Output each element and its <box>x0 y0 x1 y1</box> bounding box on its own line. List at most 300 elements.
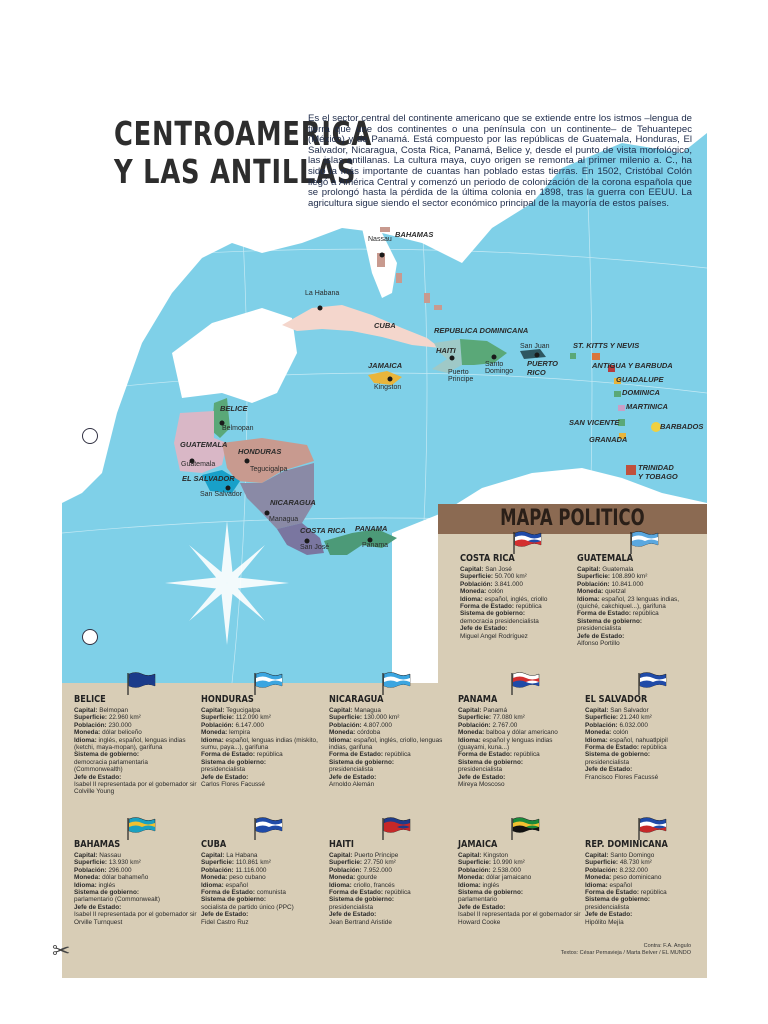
fact-forma <box>201 889 325 896</box>
fact-value: 21.240 km² <box>619 714 652 722</box>
fact-value: presidencialista <box>585 903 630 911</box>
fact-value: Guatemala <box>602 566 634 573</box>
fact-label: Moneda: <box>201 874 228 882</box>
flag-icon <box>126 816 156 840</box>
fact-poblacion <box>585 867 707 874</box>
fact-label: Población: <box>585 866 618 874</box>
fact-value: 27.750 km² <box>363 859 396 867</box>
flag-icon <box>510 816 540 840</box>
fact-label: Idioma: <box>201 736 224 744</box>
label-jamaica: JAMAICA <box>368 361 403 370</box>
fact-jefe <box>585 911 707 926</box>
fact-idioma <box>460 596 584 603</box>
fact-capital <box>74 852 198 859</box>
fact-sistema <box>458 759 582 774</box>
fact-forma <box>585 744 707 751</box>
label-martinica: MARTINICA <box>626 402 668 411</box>
country-facts <box>201 707 325 788</box>
fact-idioma <box>201 882 325 889</box>
fact-label: Idioma: <box>458 881 481 889</box>
fact-value: Belmopan <box>99 707 128 714</box>
fact-moneda <box>74 874 198 881</box>
country-facts <box>585 852 707 926</box>
fact-superficie <box>577 573 701 580</box>
fact-label: Idioma: <box>458 736 481 744</box>
land-puerto-rico <box>520 349 546 359</box>
fact-value: español y lenguas indias (guayami, kuna...) <box>458 736 553 752</box>
compass-rose <box>165 521 289 645</box>
fact-value: gourde <box>357 874 377 882</box>
fact-value: 110.861 km² <box>235 859 271 867</box>
fact-poblacion <box>585 722 707 729</box>
fact-jefe <box>458 774 582 789</box>
fact-jefe <box>74 774 198 796</box>
fact-label: Idioma: <box>585 881 608 889</box>
fact-label: Población: <box>458 721 491 729</box>
credits <box>561 943 691 957</box>
fact-capital <box>329 707 453 714</box>
fact-value: Fidel Castro Ruz <box>201 918 249 926</box>
fact-sistema <box>329 896 453 911</box>
country-name: NICARAGUA <box>329 694 384 705</box>
fact-value: dólar beliceño <box>102 729 142 737</box>
fact-value: Arnoldo Alemán <box>329 781 375 789</box>
fact-label: Superficie: <box>201 714 235 722</box>
fact-value: 130.000 km² <box>363 714 400 722</box>
fact-label: Superficie: <box>585 859 619 867</box>
fact-label: Sistema de gobierno: <box>329 896 394 904</box>
fact-value: presidencialista <box>577 625 622 633</box>
fact-label: Jefe de Estado: <box>329 773 377 781</box>
fact-label: Capital: <box>329 707 353 714</box>
fact-moneda <box>329 729 453 736</box>
fact-value: La Habana <box>226 852 258 859</box>
fact-moneda <box>577 588 701 595</box>
flag-icon <box>381 671 411 695</box>
fact-label: Capital: <box>585 707 609 714</box>
fact-label: Sistema de gobierno: <box>201 896 266 904</box>
city-san-salvador: San Salvador <box>200 491 243 498</box>
fact-moneda <box>585 729 707 736</box>
city-san-juan: San Juan <box>520 343 550 350</box>
fact-label: Forma de Estado: <box>201 889 255 897</box>
city-belmopan: Belmopan <box>222 425 254 432</box>
fact-label: Forma de Estado: <box>329 889 383 897</box>
fact-label: Capital: <box>74 707 98 714</box>
fact-label: Capital: <box>458 852 482 859</box>
fact-moneda <box>201 729 325 736</box>
fact-jefe <box>329 911 453 926</box>
fact-value: Mireya Moscoso <box>458 781 505 789</box>
fact-forma <box>460 603 584 610</box>
fact-forma <box>577 610 701 617</box>
label-nicaragua: NICARAGUA <box>270 498 316 507</box>
fact-value: presidencialista <box>201 766 246 774</box>
fact-value: república <box>640 889 667 897</box>
fact-jefe <box>329 774 453 789</box>
fact-value: español <box>609 881 632 889</box>
fact-label: Población: <box>201 721 234 729</box>
fact-label: Población: <box>460 580 493 588</box>
title-line-1: CENTROAMERICA <box>114 114 373 153</box>
label-dominica: DOMINICA <box>622 388 660 397</box>
fact-label: Moneda: <box>585 729 612 737</box>
fact-label: Sistema de gobierno: <box>585 896 650 904</box>
fact-jefe <box>458 904 582 926</box>
flag-icon <box>629 530 659 554</box>
fact-label: Idioma: <box>329 736 352 744</box>
fact-forma <box>201 751 325 758</box>
fact-label: Jefe de Estado: <box>74 773 122 781</box>
fact-label: Idioma: <box>329 881 352 889</box>
binder-hole-top <box>82 428 98 444</box>
fact-value: córdoba <box>357 729 381 737</box>
fact-value: Kingston <box>483 852 509 859</box>
fact-label: Idioma: <box>74 736 97 744</box>
fact-value: democracia parlamentaria (Commonwealth) <box>74 758 148 774</box>
fact-poblacion <box>74 722 198 729</box>
fact-value: colón <box>613 729 629 737</box>
fact-label: Forma de Estado: <box>577 610 631 618</box>
fact-sistema <box>74 889 198 904</box>
country-name: CUBA <box>201 839 227 850</box>
country-name: PANAMA <box>458 694 498 705</box>
fact-sistema <box>460 610 584 625</box>
city-managua: Managua <box>269 516 299 523</box>
fact-value: dólar bahameño <box>102 874 149 882</box>
fact-value: parlamentario <box>458 896 498 904</box>
fact-poblacion <box>74 867 198 874</box>
fact-value: 112.090 km² <box>235 714 271 722</box>
fact-label: Sistema de gobierno: <box>458 889 523 897</box>
fact-superficie <box>201 714 325 721</box>
country-facts <box>460 566 584 640</box>
fact-label: Población: <box>585 721 618 729</box>
fact-label: Forma de Estado: <box>458 751 512 759</box>
city-guatemala: Guatemala <box>181 461 216 468</box>
fact-value: lempira <box>229 729 251 737</box>
fact-value: 296.000 <box>108 866 132 874</box>
fact-label: Capital: <box>460 566 484 573</box>
fact-label: Población: <box>458 866 491 874</box>
label-bahamas: BAHAMAS <box>395 230 434 239</box>
label-san-vicente: SAN VICENTE <box>569 418 620 427</box>
fact-value: dólar jamaicano <box>486 874 532 882</box>
land-lesser-antilles <box>570 353 661 475</box>
fact-value: Miguel Angel Rodríguez <box>460 632 528 640</box>
fact-label: Sistema de gobierno: <box>329 758 394 766</box>
fact-sistema <box>458 889 582 904</box>
fact-value: presidencialista <box>458 766 503 774</box>
fact-label: Población: <box>329 721 362 729</box>
label-st-kitts: ST. KITTS Y NEVIS <box>573 341 640 350</box>
fact-superficie <box>74 714 198 721</box>
fact-label: Sistema de gobierno: <box>577 617 642 625</box>
fact-poblacion <box>201 722 325 729</box>
fact-label: Moneda: <box>329 874 356 882</box>
fact-forma <box>458 751 582 758</box>
panel-heading <box>438 504 707 534</box>
fact-value: quetzal <box>605 588 626 596</box>
fact-value: Carlos Flores Facussé <box>201 781 265 789</box>
fact-jefe <box>577 633 701 648</box>
fact-label: Superficie: <box>201 859 235 867</box>
fact-moneda <box>460 588 584 595</box>
fact-label: Sistema de gobierno: <box>458 758 523 766</box>
fact-value: 2.538.000 <box>492 866 521 874</box>
fact-label: Superficie: <box>329 859 363 867</box>
fact-value: república <box>515 603 542 611</box>
fact-value: balboa y dólar americano <box>486 729 558 737</box>
fact-label: Forma de Estado: <box>585 744 639 752</box>
fact-label: Superficie: <box>585 714 619 722</box>
fact-label: Idioma: <box>74 881 97 889</box>
fact-value: español, nahuatlpipil <box>609 736 668 744</box>
fact-label: Superficie: <box>460 573 494 581</box>
fact-value: Puerto Príncipe <box>354 852 399 859</box>
label-honduras: HONDURAS <box>238 447 282 456</box>
fact-capital <box>201 707 325 714</box>
label-belice: BELICE <box>220 404 248 413</box>
flag-icon <box>637 671 667 695</box>
fact-idioma <box>74 737 198 752</box>
flag-icon <box>512 530 542 554</box>
label-haiti: HAITI <box>436 346 456 355</box>
city-la-habana: La Habana <box>305 290 340 297</box>
fact-label: Superficie: <box>458 859 492 867</box>
label-puerto-rico: PUERTO RICO <box>527 359 558 377</box>
city-nassau: Nassau <box>368 236 392 243</box>
fact-moneda <box>201 874 325 881</box>
fact-capital <box>585 852 707 859</box>
fact-superficie <box>585 859 707 866</box>
fact-capital <box>577 566 701 573</box>
fact-value: inglés, español, lenguas indias (ketchi, maya-mopan), garifuna <box>74 736 186 752</box>
fact-label: Moneda: <box>74 874 101 882</box>
fact-value: comunista <box>256 889 286 897</box>
label-cuba: CUBA <box>374 321 396 330</box>
fact-capital <box>460 566 584 573</box>
intro-paragraph: Es el sector central del continente americano que se extiende entre los istmos –lengua de tierra que une dos continentes o una península con un continente– de Tehuantepec (México) y de Panamá. Está compuesto por las repúblicas de Guatemala, Honduras, El Salvador, Nicaragua, Costa Rica, Panamá, Belice y, desde el punto de vista morfológico, las islas antillanas. La cultura maya, cuyo origen se remonta al primer milenio a. C., ha sido la más importante de cuantas han poblado estas tierras. En 1502, Cristóbal Colón llegó a América Central y comenzó un periodo de colonización de la corona española que se prolongó hasta la pérdida de la última colonia en 1898, tras la guerra con EEUU. La agricultura sigue siendo el sector económico principal de la mayoría de estos países. <box>308 113 692 209</box>
fact-superficie <box>329 714 453 721</box>
fact-label: Idioma: <box>577 595 600 603</box>
fact-value: república <box>256 751 283 759</box>
fact-label: Moneda: <box>458 874 485 882</box>
fact-value: 108.890 km² <box>611 573 648 581</box>
fact-value: Panamá <box>483 707 508 714</box>
fact-label: Sistema de gobierno: <box>74 751 139 759</box>
fact-label: Sistema de gobierno: <box>74 889 139 897</box>
fact-value: 4.807.000 <box>363 721 392 729</box>
fact-value: Hipólito Mejía <box>585 918 624 926</box>
country-name: EL SALVADOR <box>585 694 648 705</box>
flag-icon <box>637 816 667 840</box>
fact-label: Jefe de Estado: <box>585 911 633 919</box>
fact-poblacion <box>458 722 582 729</box>
fact-value: república <box>632 610 659 618</box>
fact-label: Idioma: <box>201 881 224 889</box>
country-name: COSTA RICA <box>460 553 515 564</box>
fact-idioma <box>458 882 582 889</box>
fact-label: Jefe de Estado: <box>458 903 506 911</box>
fact-moneda <box>74 729 198 736</box>
fact-label: Sistema de gobierno: <box>585 751 650 759</box>
fact-capital <box>329 852 453 859</box>
fact-label: Moneda: <box>458 729 485 737</box>
fact-label: Jefe de Estado: <box>577 632 625 640</box>
fact-value: español, 23 lenguas indias, (quiché, cakchiquel...), garifuna <box>577 595 679 611</box>
fact-forma <box>585 889 707 896</box>
panel-heading-text: MAPA POLITICO <box>500 506 645 531</box>
fact-value: democracia presidencialista <box>460 617 539 625</box>
fact-value: 6.147.000 <box>235 721 264 729</box>
fact-value: presidencialista <box>329 766 374 774</box>
fact-value: 2.767.00 <box>492 721 518 729</box>
fact-idioma <box>577 596 701 611</box>
fact-value: peso cubano <box>229 874 266 882</box>
fact-moneda <box>329 874 453 881</box>
fact-superficie <box>458 714 582 721</box>
fact-sistema <box>201 759 325 774</box>
fact-label: Moneda: <box>329 729 356 737</box>
fact-value: 10.841.000 <box>611 580 644 588</box>
land-yucatan <box>172 308 297 403</box>
fact-value: 22.960 km² <box>108 714 141 722</box>
fact-value: Isabel II representada por el gobernador sir Orville Turnquest <box>74 911 197 926</box>
fact-value: 11.116.000 <box>235 866 267 874</box>
fact-superficie <box>201 859 325 866</box>
fact-label: Población: <box>74 866 107 874</box>
fact-label: Idioma: <box>460 595 483 603</box>
fact-label: Forma de Estado: <box>460 603 514 611</box>
fact-value: Isabel II representada por el gobernador sir Colville Young <box>74 781 197 796</box>
label-panama: PANAMA <box>355 524 388 533</box>
fact-label: Superficie: <box>577 573 611 581</box>
fact-label: Forma de Estado: <box>585 889 639 897</box>
fact-value: 6.032.000 <box>619 721 648 729</box>
credit-textos: Textos: César Pernavieja / Marta Belver / EL MUNDO <box>560 950 691 956</box>
fact-label: Población: <box>74 721 107 729</box>
fact-value: inglés <box>98 881 116 889</box>
fact-value: parlamentario (Commonwealt) <box>74 896 160 904</box>
country-name: HAITI <box>329 839 354 850</box>
country-name: BAHAMAS <box>74 839 121 850</box>
fact-label: Jefe de Estado: <box>201 911 249 919</box>
fact-label: Capital: <box>585 852 609 859</box>
country-facts <box>74 707 198 796</box>
fact-value: 8.232.000 <box>619 866 648 874</box>
fact-jefe <box>201 911 325 926</box>
fact-value: Tegucigalpa <box>226 707 261 714</box>
fact-label: Moneda: <box>585 874 612 882</box>
fact-value: 48.730 km² <box>619 859 652 867</box>
fact-value: socialista de partido único (PPC) <box>201 903 294 911</box>
fact-forma <box>329 751 453 758</box>
fact-label: Capital: <box>74 852 98 859</box>
label-granada: GRANADA <box>589 435 628 444</box>
fact-superficie <box>329 859 453 866</box>
fact-superficie <box>74 859 198 866</box>
fact-superficie <box>458 859 582 866</box>
country-facts <box>74 852 198 926</box>
fact-value: Alfonso Portillo <box>577 640 620 648</box>
country-facts <box>585 707 707 781</box>
fact-label: Capital: <box>201 707 225 714</box>
fact-sistema <box>585 751 707 766</box>
country-facts <box>458 707 582 788</box>
fact-value: colón <box>488 588 504 596</box>
fact-label: Población: <box>329 866 362 874</box>
fact-label: Moneda: <box>577 588 604 596</box>
fact-label: Forma de Estado: <box>201 751 255 759</box>
fact-idioma <box>585 737 707 744</box>
fact-label: Capital: <box>329 852 353 859</box>
fact-label: Moneda: <box>201 729 228 737</box>
label-guatemala: GUATEMALA <box>180 440 228 449</box>
binder-hole-bottom <box>82 629 98 645</box>
fact-label: Superficie: <box>458 714 492 722</box>
fact-idioma <box>458 737 582 752</box>
label-trinidad: TRINIDAD Y TOBAGO <box>638 463 678 481</box>
fact-poblacion <box>460 581 584 588</box>
fact-label: Superficie: <box>74 714 108 722</box>
fact-label: Población: <box>577 580 610 588</box>
city-panama: Panama <box>362 542 389 549</box>
label-barbados: BARBADOS <box>660 422 704 431</box>
fact-poblacion <box>329 722 453 729</box>
land-haiti <box>432 339 462 373</box>
fact-value: república <box>384 889 411 897</box>
fact-jefe <box>460 625 584 640</box>
city-san-jose: San José <box>300 544 330 551</box>
fact-sistema <box>329 759 453 774</box>
fact-value: 230.000 <box>108 721 132 729</box>
fact-label: Idioma: <box>585 736 608 744</box>
fact-value: 13.930 km² <box>108 859 141 867</box>
fact-value: 7.952.000 <box>363 866 392 874</box>
fact-label: Población: <box>201 866 234 874</box>
flag-icon <box>253 816 283 840</box>
fact-label: Capital: <box>577 566 601 573</box>
fact-capital <box>74 707 198 714</box>
fact-forma <box>329 889 453 896</box>
fact-label: Sistema de gobierno: <box>460 610 525 618</box>
fact-label: Superficie: <box>329 714 363 722</box>
flag-icon <box>126 671 156 695</box>
credit-contra: Contra: F.A. Angulo <box>643 943 691 949</box>
country-name: JAMAICA <box>458 839 498 850</box>
fact-capital <box>458 852 582 859</box>
flag-icon <box>381 816 411 840</box>
fact-value: Isabel II representada por el gobernador sir Howard Cooke <box>458 911 581 926</box>
fact-value: presidencialista <box>329 903 374 911</box>
country-facts <box>577 566 701 647</box>
fact-sistema <box>201 896 325 911</box>
fact-label: Jefe de Estado: <box>201 773 249 781</box>
fact-label: Jefe de Estado: <box>585 766 633 774</box>
fact-moneda <box>458 874 582 881</box>
fact-value: inglés <box>482 881 500 889</box>
label-el-salvador: EL SALVADOR <box>182 474 235 483</box>
fact-value: criollo, francés <box>353 881 395 889</box>
city-santo-domingo: Santo Domingo <box>485 361 514 375</box>
country-facts <box>329 852 453 926</box>
fact-idioma <box>74 882 198 889</box>
title-line-2: Y LAS ANTILLAS <box>114 152 357 191</box>
city-tegucigalpa: Tegucigalpa <box>250 466 288 473</box>
fact-label: Jefe de Estado: <box>460 625 508 633</box>
fact-label: Jefe de Estado: <box>74 903 122 911</box>
